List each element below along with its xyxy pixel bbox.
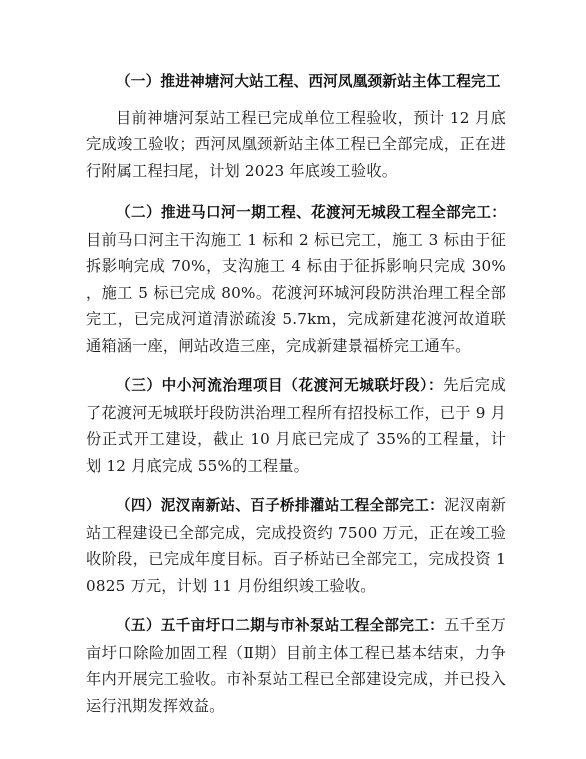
section-4-body: 泥汊南新站工程建设已全部完成，完成投资约 7500 万元，正在竣工验收阶段，已完成年度目标。百子桥站已全部完工，完成投资 10825 万元，计划 11 月份组织竣工验收。 xyxy=(86,496,506,595)
document-body xyxy=(86,68,506,732)
section-1-paragraph xyxy=(86,105,506,185)
section-5 xyxy=(86,612,506,719)
section-5-body: 五千至万亩圩口除险加固工程（Ⅱ期）目前主体工程已基本结束，力争年内开展完工验收。市补泵站工程已全部建设完成，并已投入运行汛期发挥效益。 xyxy=(86,616,506,715)
section-3-body: 先后完成了花渡河无城联圩段防洪治理工程所有招投标工作，已于 9 月份正式开工建设，截止 10 月底已完成了 35%的工程量，计划 12 月底完成 55%的工程量。 xyxy=(86,376,506,475)
section-4 xyxy=(86,492,506,599)
section-4-heading: （四）泥汊南新站、百子桥排灌站工程全部完工： xyxy=(116,497,445,514)
section-1-heading: （一）推进神塘河大站工程、西河凤凰颈新站主体工程完工 xyxy=(116,73,501,90)
section-2-body: 目前马口河主干沟施工 1 标和 2 标已完工，施工 3 标由于征拆影响完成 70%，支沟施工 4 标由于征拆影响只完成 30%，施工 5 标已完成 80%。花渡河环城河段防洪治理工程全部完工，已完成河道清淤疏浚 5.7km，完成新建花渡河故道联通箱涵一座，闸站改造三座，完成新建景福桥完工通车。 xyxy=(86,230,506,355)
section-1-body: 目前神塘河泵站工程已完成单位工程验收，预计 12 月底完成竣工验收；西河凤凰颈新站主体工程已全部完成，正在进行附属工程扫尾，计划 2023 年底竣工验收。 xyxy=(86,108,506,180)
section-2-heading: （二）推进马口河一期工程、花渡河无城段工程全部完工： xyxy=(116,204,506,221)
section-1 xyxy=(86,68,506,96)
section-5-heading: （五）五千亩圩口二期与市补泵站工程全部完工： xyxy=(116,617,445,634)
section-3 xyxy=(86,372,506,479)
section-2 xyxy=(86,199,506,359)
section-3-heading: （三）中小河流治理项目（花渡河无城联圩段）： xyxy=(116,377,444,394)
